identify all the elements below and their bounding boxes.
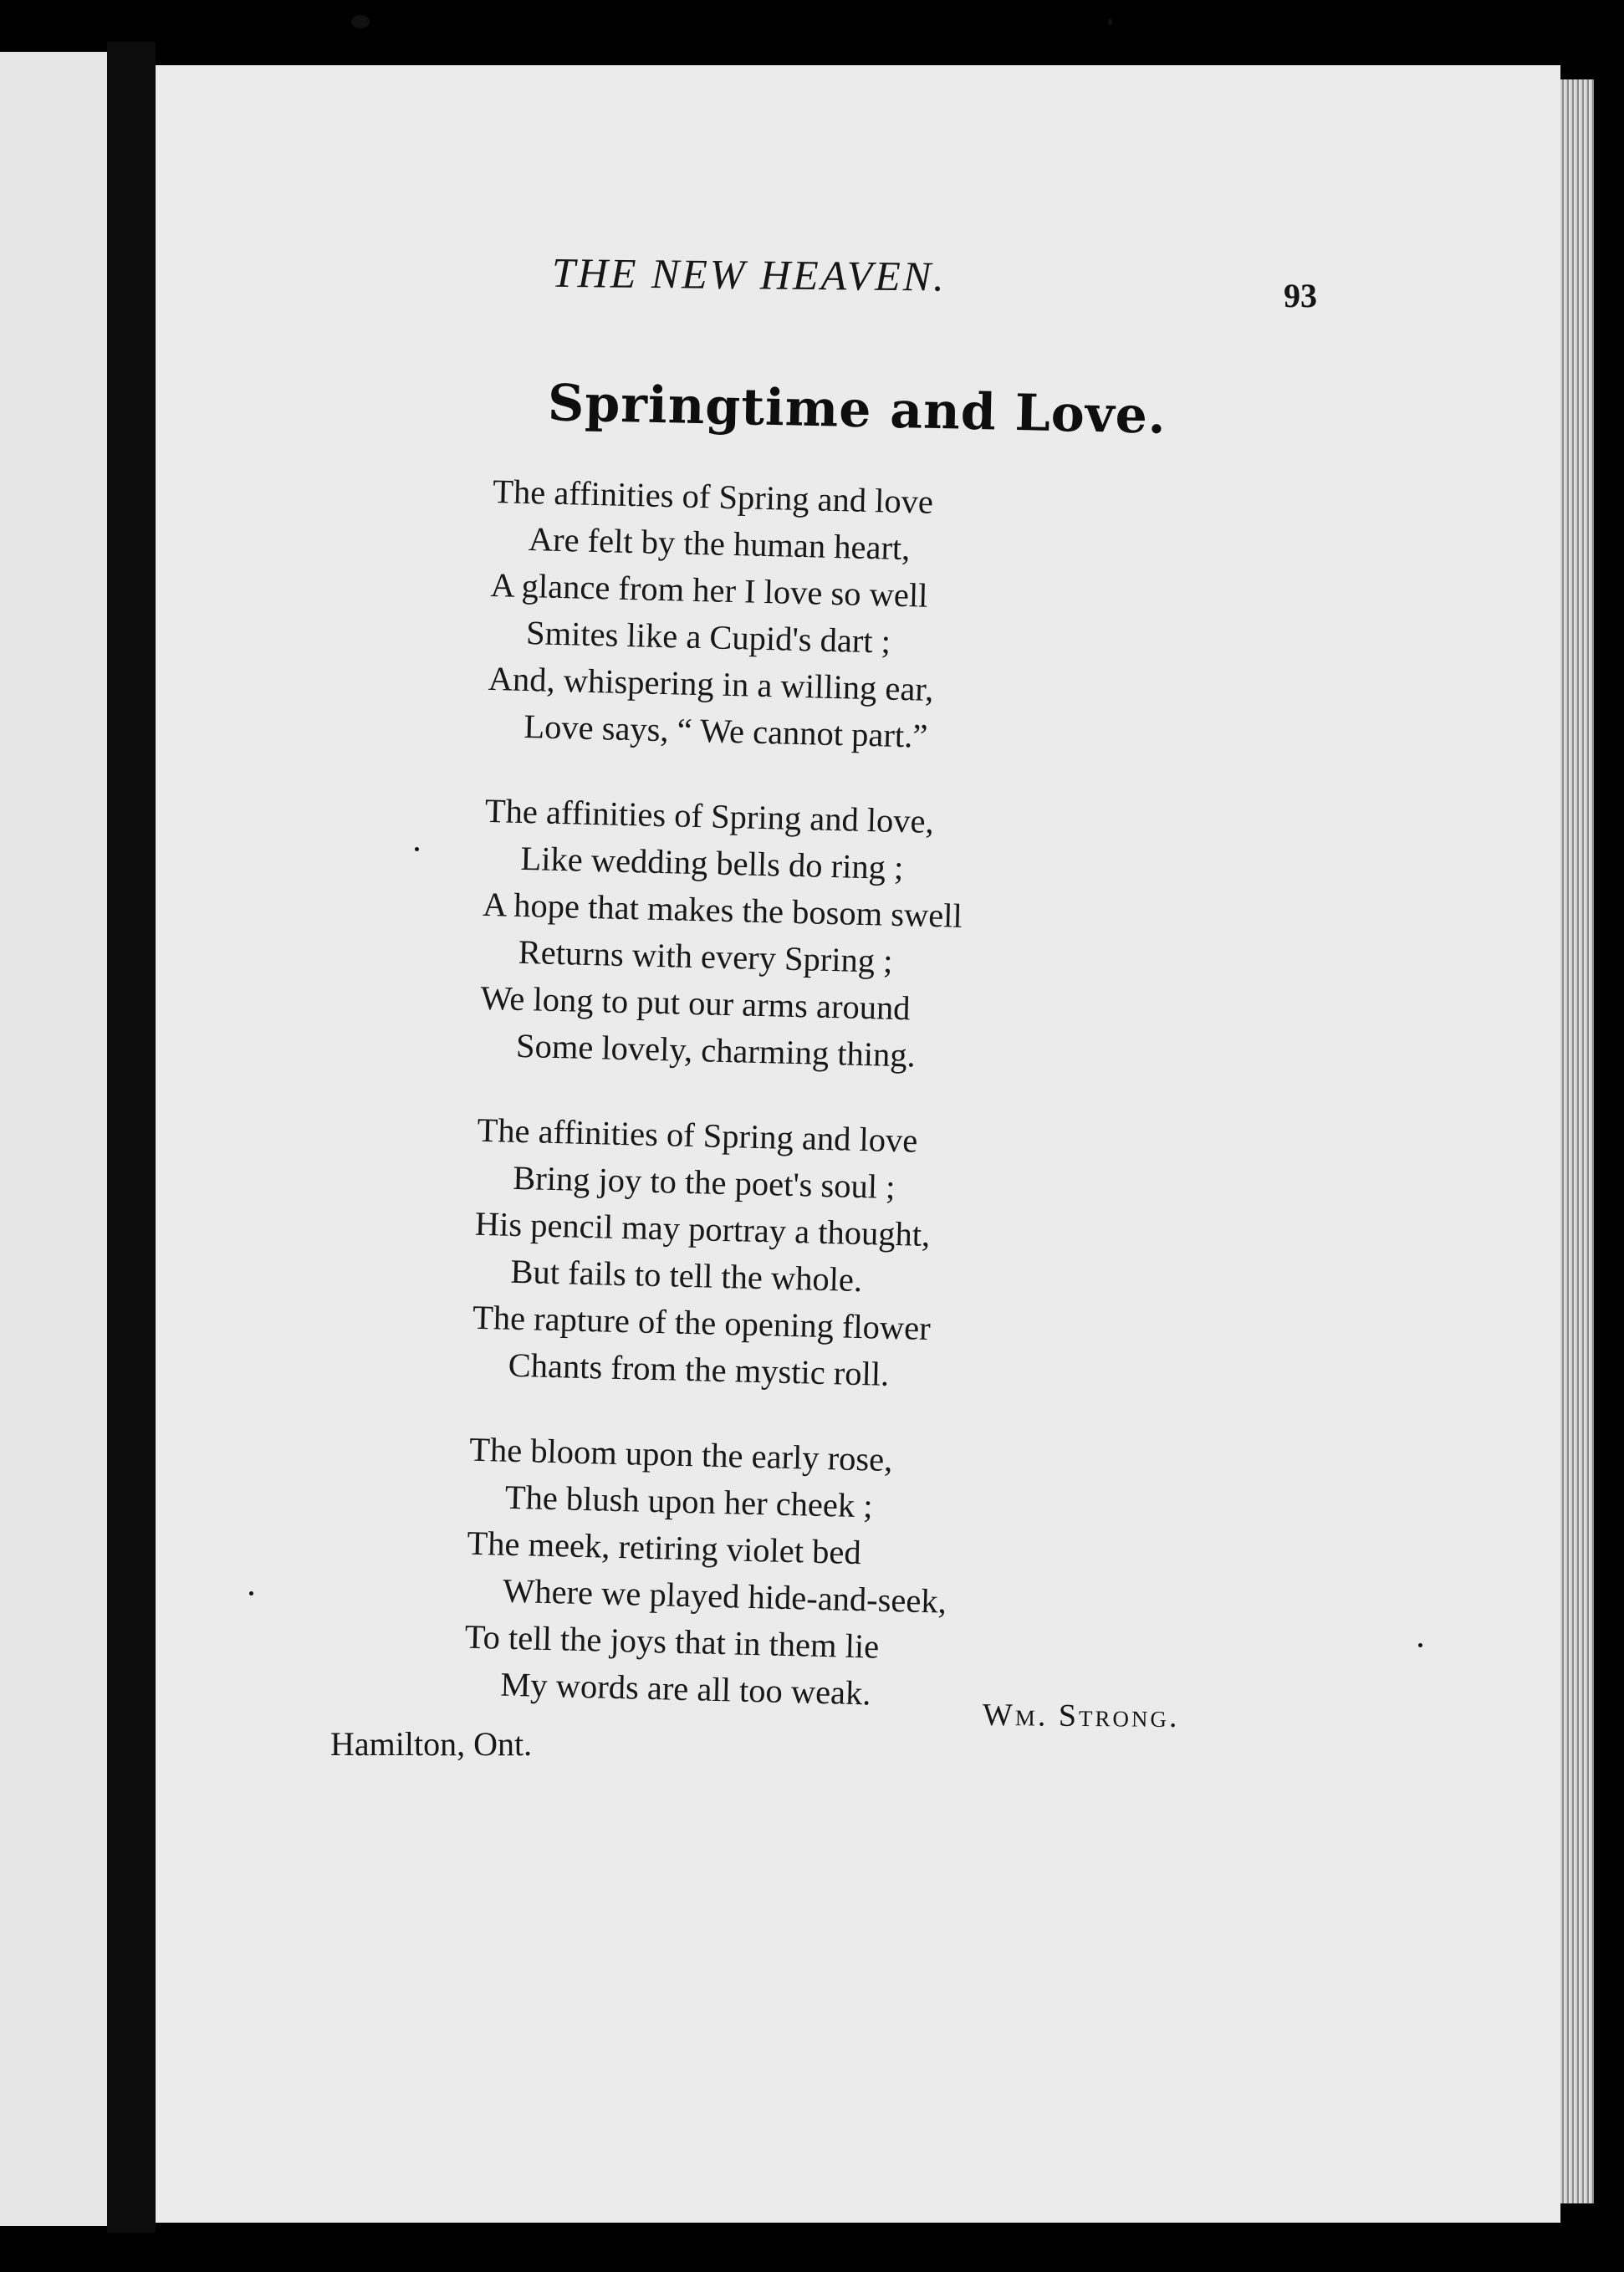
stanza (478, 788, 1154, 1085)
stanza (487, 468, 1162, 765)
poem-line: The bloom upon the early rose, (468, 1430, 893, 1479)
poem-line: Some lovely, charming thing. (515, 1026, 917, 1075)
poem-line: Chants from the mystic roll. (508, 1345, 890, 1393)
facing-page-edge (0, 52, 107, 2226)
scan-speck (249, 1591, 253, 1596)
scan-speck (351, 15, 370, 28)
poem-line: His pencil may portray a thought, (474, 1204, 931, 1254)
place-line: Hamilton, Ont. (330, 1725, 533, 1763)
poem-body (462, 468, 1162, 1762)
poem-line: A glance from her I love so well (490, 565, 928, 615)
author-signature: Wm. Strong. (982, 1697, 1180, 1735)
poem-line: The affinities of Spring and love, (484, 791, 935, 840)
stanza (471, 1107, 1147, 1404)
poem-line: Where we played hide-and-seek, (502, 1571, 947, 1621)
poem-line: Love says, “ We cannot part.” (523, 707, 928, 755)
poem-line: Smites like a Cupid's dart ; (525, 614, 891, 661)
poem-line: But fails to tell the whole. (509, 1252, 863, 1299)
page-number: 93 (1284, 277, 1317, 314)
poem-line: My words are all too weak. (499, 1665, 872, 1713)
poem-line: The rapture of the opening flower (472, 1298, 932, 1348)
poem-title: Springtime and Love. (547, 374, 1167, 446)
poem-line: A hope that makes the bosom swell (482, 885, 963, 935)
poem-line: The meek, retiring violet bed (467, 1524, 862, 1572)
stanza (463, 1427, 1139, 1723)
poem-line: Bring joy to the poet's soul ; (512, 1158, 896, 1206)
poem-line: The affinities of Spring and love (492, 472, 934, 521)
poem-line: The affinities of Spring and love (477, 1110, 918, 1160)
poem-line: And, whispering in a willing ear, (488, 659, 934, 708)
scan-speck (1418, 1643, 1422, 1647)
poem-line: Like wedding bells do ring ; (520, 839, 904, 887)
poem-line: Are felt by the human heart, (528, 520, 911, 568)
poem-line: We long to put our arms around (479, 978, 912, 1028)
scan-speck (415, 847, 419, 851)
book-gutter (107, 42, 156, 2233)
running-head: THE NEW HEAVEN. (551, 248, 947, 300)
scan-speck (1108, 18, 1112, 25)
poem-line: To tell the joys that in them lie (464, 1617, 880, 1666)
poem-line: Returns with every Spring ; (518, 932, 893, 980)
page-stack-edge (1560, 79, 1594, 2203)
poem-line: The blush upon her cheek ; (504, 1478, 874, 1525)
